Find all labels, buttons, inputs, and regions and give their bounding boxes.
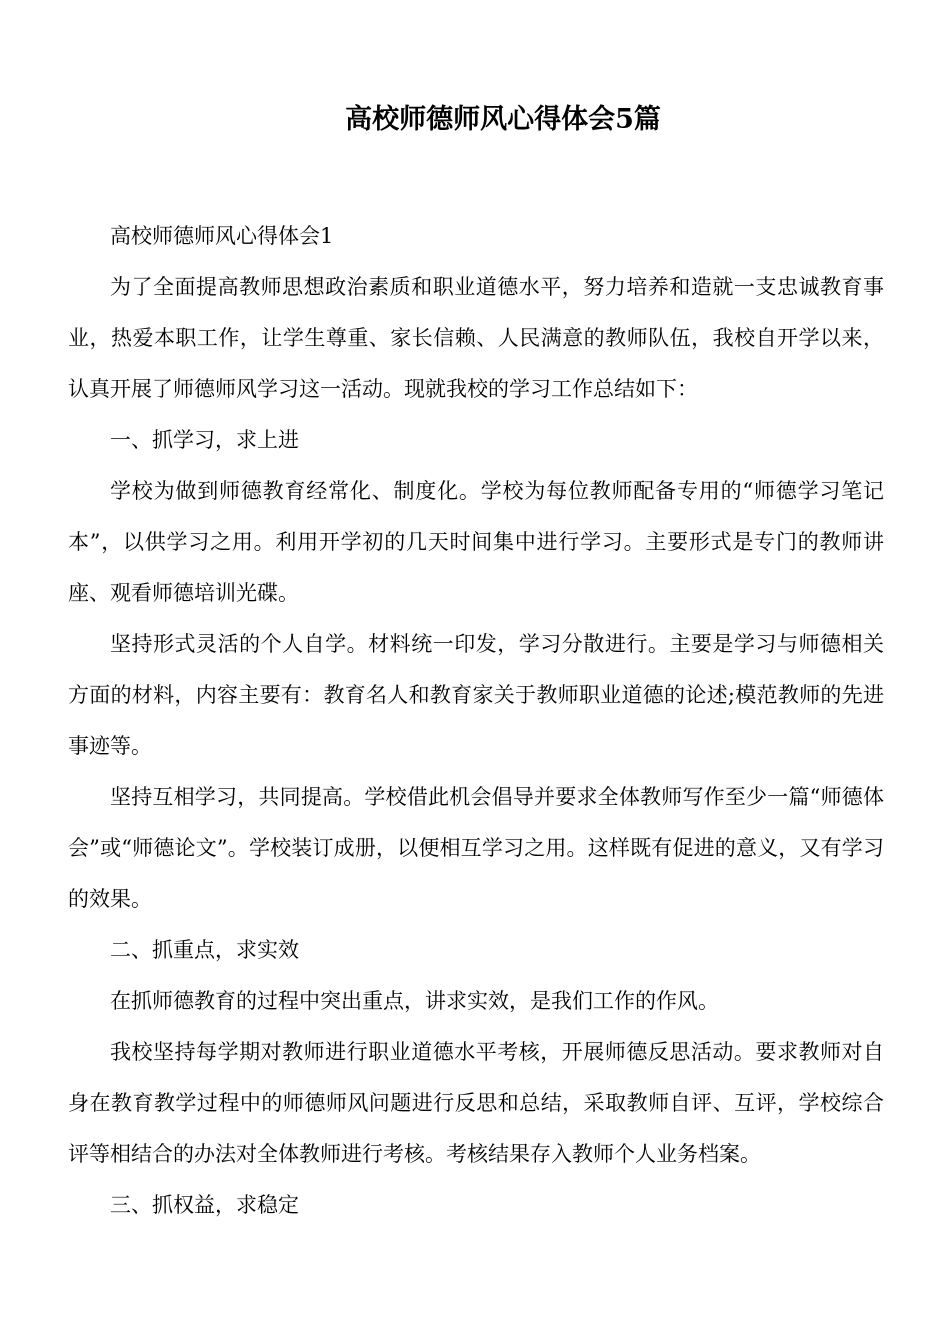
document-title: 高校师德师风心得体会5篇 [345,104,661,135]
paragraph-focus-2: 我校坚持每学期对教师进行职业道德水平考核，开展师德反思活动。要求教师对自身在教育教学过程中的师德师风问题进行反思和总结，采取教师自评、互评，学校综合评等相结合的办法对全体教师进行考核。考核结果存入教师个人业务档案。 [68,1040,884,1166]
document-body [68,211,884,1231]
section-title: 高校师德师风心得体会1 [110,224,334,248]
paragraph-intro: 为了全面提高教师思想政治素质和职业道德水平，努力培养和造就一支忠诚教育事业，热爱本职工作，让学生尊重、家长信赖、人民满意的教师队伍，我校自开学以来，认真开展了师德师风学习这一活动。现就我校的学习工作总结如下： [68,275,884,401]
heading-rights: 三、抓权益，求稳定 [110,1193,299,1217]
paragraph-study-3: 坚持互相学习，共同提高。学校借此机会倡导并要求全体教师写作至少一篇“师德体会”或“师德论文”。学校装订成册，以便相互学习之用。这样既有促进的意义，又有学习的效果。 [68,785,884,911]
paragraph-study-1: 学校为做到师德教育经常化、制度化。学校为每位教师配备专用的“师德学习笔记本”，以供学习之用。利用开学初的几天时间集中进行学习。主要形式是专门的教师讲座、观看师德培训光碟。 [68,479,884,605]
paragraph-focus-1: 在抓师德教育的过程中突出重点，讲求实效，是我们工作的作风。 [110,989,719,1013]
paragraph-study-2: 坚持形式灵活的个人自学。材料统一印发，学习分散进行。主要是学习与师德相关方面的材料，内容主要有：教育名人和教育家关于教师职业道德的论述;模范教师的先进事迹等。 [68,632,884,758]
heading-study: 一、抓学习，求上进 [110,428,299,452]
heading-focus: 二、抓重点，求实效 [110,938,299,962]
